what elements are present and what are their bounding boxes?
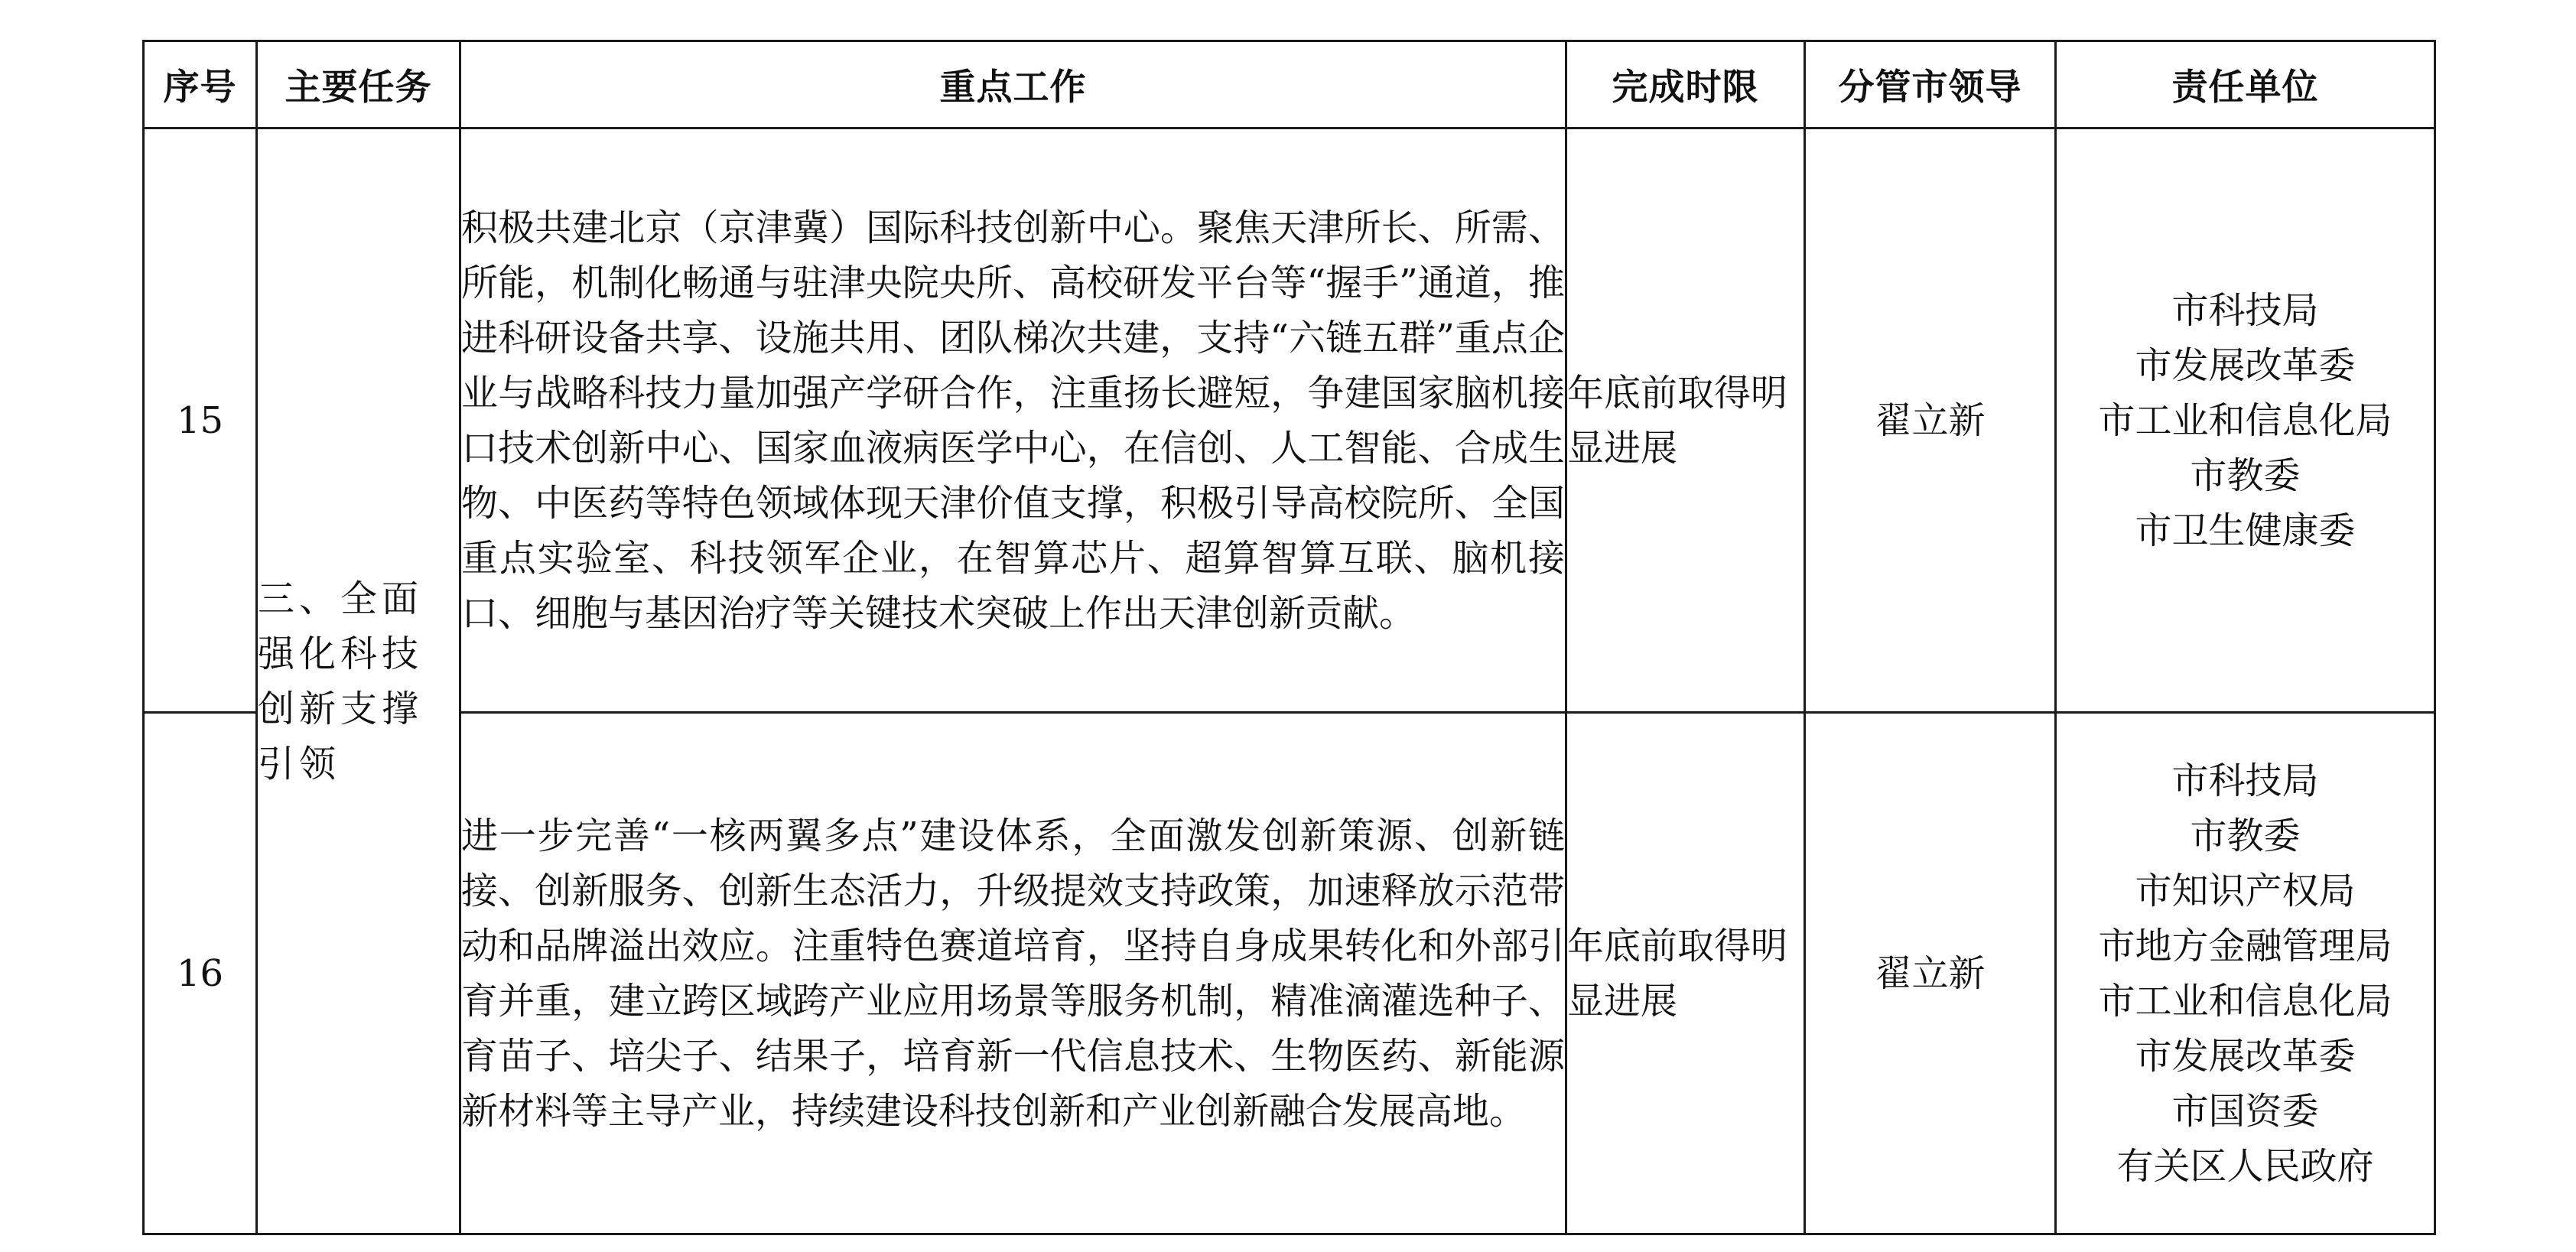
header-no: 序号 <box>144 41 257 128</box>
responsible-unit: 市地方金融管理局 <box>2098 924 2392 967</box>
task-table-page <box>142 40 2434 1233</box>
responsible-unit: 市国资委 <box>2171 1089 2319 1133</box>
table-header-row <box>144 41 2435 128</box>
key-work-text: 积极共建北京（京津冀）国际科技创新中心。聚焦天津所长、所需、所能，机制化畅通与驻津央院央所、高校研发平台等“握手”通道，推进科研设备共享、设施共用、团队梯次共建，支持“六链五群”重点企业与战略科技力量加强产学研合作，注重扬长避短，争建国家脑机接口技术创新中心、国家血液病医学中心，在信创、人工智能、合成生物、中医药等特色领域体现天津价值支撑，积极引导高校院所、全国重点实验室、科技领军企业，在智算芯片、超算智算互联、脑机接口、细胞与基因治疗等关键技术突破上作出天津创新贡献。 <box>460 128 1566 713</box>
responsible-unit: 市知识产权局 <box>2135 869 2356 912</box>
responsible-unit: 市科技局 <box>2171 759 2319 802</box>
leader-cell: 翟立新 <box>1805 128 2056 713</box>
responsible-unit: 市工业和信息化局 <box>2098 979 2392 1023</box>
responsible-unit: 市科技局 <box>2171 288 2319 332</box>
responsible-unit: 市教委 <box>2190 814 2301 857</box>
task-table <box>142 40 2436 1235</box>
header-deadline: 完成时限 <box>1566 41 1805 128</box>
responsible-unit: 有关区人民政府 <box>2116 1144 2374 1188</box>
responsible-unit: 市发展改革委 <box>2135 1034 2356 1078</box>
responsible-units-cell <box>2056 713 2435 1234</box>
responsible-unit: 市发展改革委 <box>2135 343 2356 387</box>
table-row <box>144 713 2435 1234</box>
table-row <box>144 128 2435 713</box>
row-number: 16 <box>144 713 257 1234</box>
header-main-task: 主要任务 <box>257 41 460 128</box>
header-key-work: 重点工作 <box>460 41 1566 128</box>
deadline-cell: 年底前取得明显进展 <box>1566 713 1805 1234</box>
responsible-units-cell <box>2056 128 2435 713</box>
responsible-unit: 市卫生健康委 <box>2135 509 2356 552</box>
deadline-cell: 年底前取得明显进展 <box>1566 128 1805 713</box>
row-number: 15 <box>144 128 257 713</box>
header-responsible-units: 责任单位 <box>2056 41 2435 128</box>
key-work-text: 进一步完善“一核两翼多点”建设体系，全面激发创新策源、创新链接、创新服务、创新生态活力，升级提效支持政策，加速释放示范带动和品牌溢出效应。注重特色赛道培育，坚持自身成果转化和外部引育并重，建立跨区域跨产业应用场景等服务机制，精准滴灌选种子、育苗子、培尖子、结果子，培育新一代信息技术、生物医药、新能源新材料等主导产业，持续建设科技创新和产业创新融合发展高地。 <box>460 713 1566 1234</box>
responsible-unit: 市教委 <box>2190 454 2301 497</box>
responsible-unit: 市工业和信息化局 <box>2098 398 2392 442</box>
header-leader: 分管市领导 <box>1805 41 2056 128</box>
main-task-cell: 三、全面强化科技创新支撑引领 <box>257 128 460 1234</box>
leader-cell: 翟立新 <box>1805 713 2056 1234</box>
